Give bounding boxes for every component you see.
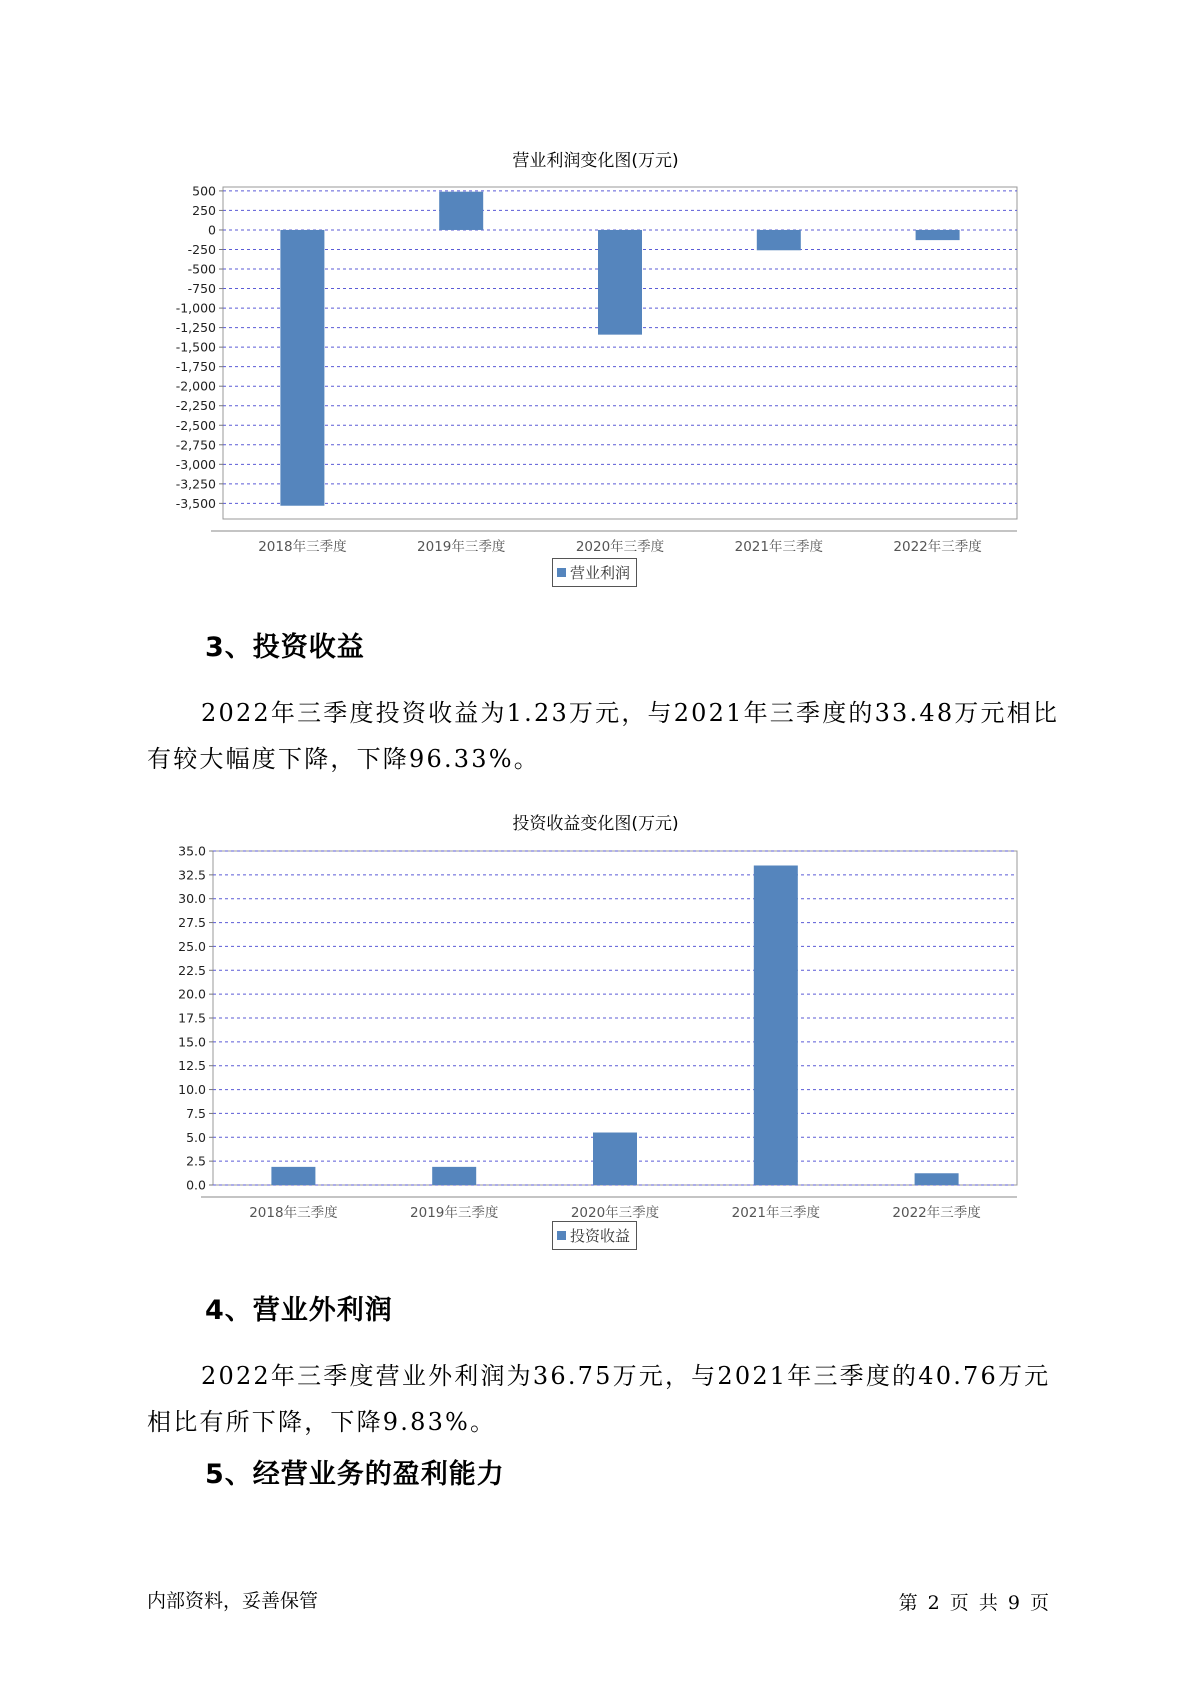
y-tick-label: 7.5 <box>186 1105 206 1121</box>
chart2-title: 投资收益变化图(万元) <box>512 814 679 834</box>
section-3-heading: 3、投资收益 <box>205 632 365 663</box>
x-tick-label: 2021年三季度 <box>731 1205 820 1221</box>
y-tick-label: -1,750 <box>175 359 216 375</box>
y-tick-label: 500 <box>192 183 216 199</box>
y-tick-label: -750 <box>187 281 216 297</box>
y-tick-label: 20.0 <box>178 986 206 1002</box>
bar <box>593 1133 637 1185</box>
bar <box>271 1167 315 1185</box>
section-4-text: 2022年三季度营业外利润为36.75万元，与2021年三季度的40.76万元相比有所下降，下降9.83%。 <box>147 1362 1051 1436</box>
y-tick-label: -2,000 <box>175 378 216 394</box>
section-5-heading: 5、经营业务的盈利能力 <box>205 1459 505 1490</box>
x-tick-label: 2019年三季度 <box>410 1205 499 1221</box>
y-tick-label: 30.0 <box>178 891 206 907</box>
y-tick-label: -2,750 <box>175 437 216 453</box>
bar <box>754 866 798 1185</box>
y-tick-label: 15.0 <box>178 1034 206 1050</box>
x-tick-label: 2020年三季度 <box>570 1205 660 1221</box>
y-tick-label: -500 <box>187 261 216 277</box>
bar <box>915 1173 959 1185</box>
chart2-legend <box>552 1221 637 1250</box>
y-tick-label: 12.5 <box>178 1058 206 1074</box>
chart1-legend-label: 营业利润 <box>570 564 631 582</box>
y-tick-label: 0 <box>208 222 216 238</box>
y-tick-label: -1,500 <box>175 339 216 355</box>
chart2-legend-label: 投资收益 <box>570 1227 631 1245</box>
y-tick-label: -1,000 <box>175 300 216 316</box>
y-tick-label: 27.5 <box>178 915 206 931</box>
x-tick-label: 2021年三季度 <box>734 539 823 555</box>
chart1-title: 营业利润变化图(万元) <box>512 151 679 171</box>
footer-confidential-note: 内部资料，妥善保管 <box>147 1590 319 1612</box>
legend-swatch <box>557 1231 566 1240</box>
x-tick-label: 2020年三季度 <box>575 539 665 555</box>
x-tick-label: 2022年三季度 <box>892 1205 981 1221</box>
y-tick-label: 32.5 <box>178 867 206 883</box>
x-tick-label: 2019年三季度 <box>417 539 506 555</box>
section-4-heading: 4、营业外利润 <box>205 1295 393 1326</box>
y-tick-label: -2,250 <box>175 398 216 414</box>
x-tick-label: 2018年三季度 <box>249 1205 338 1221</box>
y-tick-label: 10.0 <box>178 1082 206 1098</box>
y-tick-label: -250 <box>187 241 216 257</box>
y-tick-label: -1,250 <box>175 320 216 336</box>
y-tick-label: 35.0 <box>178 843 206 859</box>
y-tick-label: -2,500 <box>175 417 216 433</box>
y-tick-label: 17.5 <box>178 1010 206 1026</box>
y-tick-label: -3,500 <box>175 495 216 511</box>
y-tick-label: 5.0 <box>186 1129 206 1145</box>
y-tick-label: 22.5 <box>178 962 206 978</box>
y-tick-label: -3,000 <box>175 456 216 472</box>
y-tick-label: 25.0 <box>178 938 206 954</box>
y-tick-label: 0.0 <box>186 1177 206 1193</box>
bar <box>432 1167 476 1185</box>
y-tick-label: 250 <box>192 202 216 218</box>
footer-page-number: 第 2 页 共 9 页 <box>898 1592 1051 1614</box>
section-3-text: 2022年三季度投资收益为1.23万元，与2021年三季度的33.48万元相比有较大幅度下降，下降96.33%。 <box>147 699 1060 773</box>
y-tick-label: 2.5 <box>186 1153 206 1169</box>
x-tick-label: 2022年三季度 <box>893 539 982 555</box>
y-tick-label: -3,250 <box>175 476 216 492</box>
x-tick-label: 2018年三季度 <box>258 539 347 555</box>
